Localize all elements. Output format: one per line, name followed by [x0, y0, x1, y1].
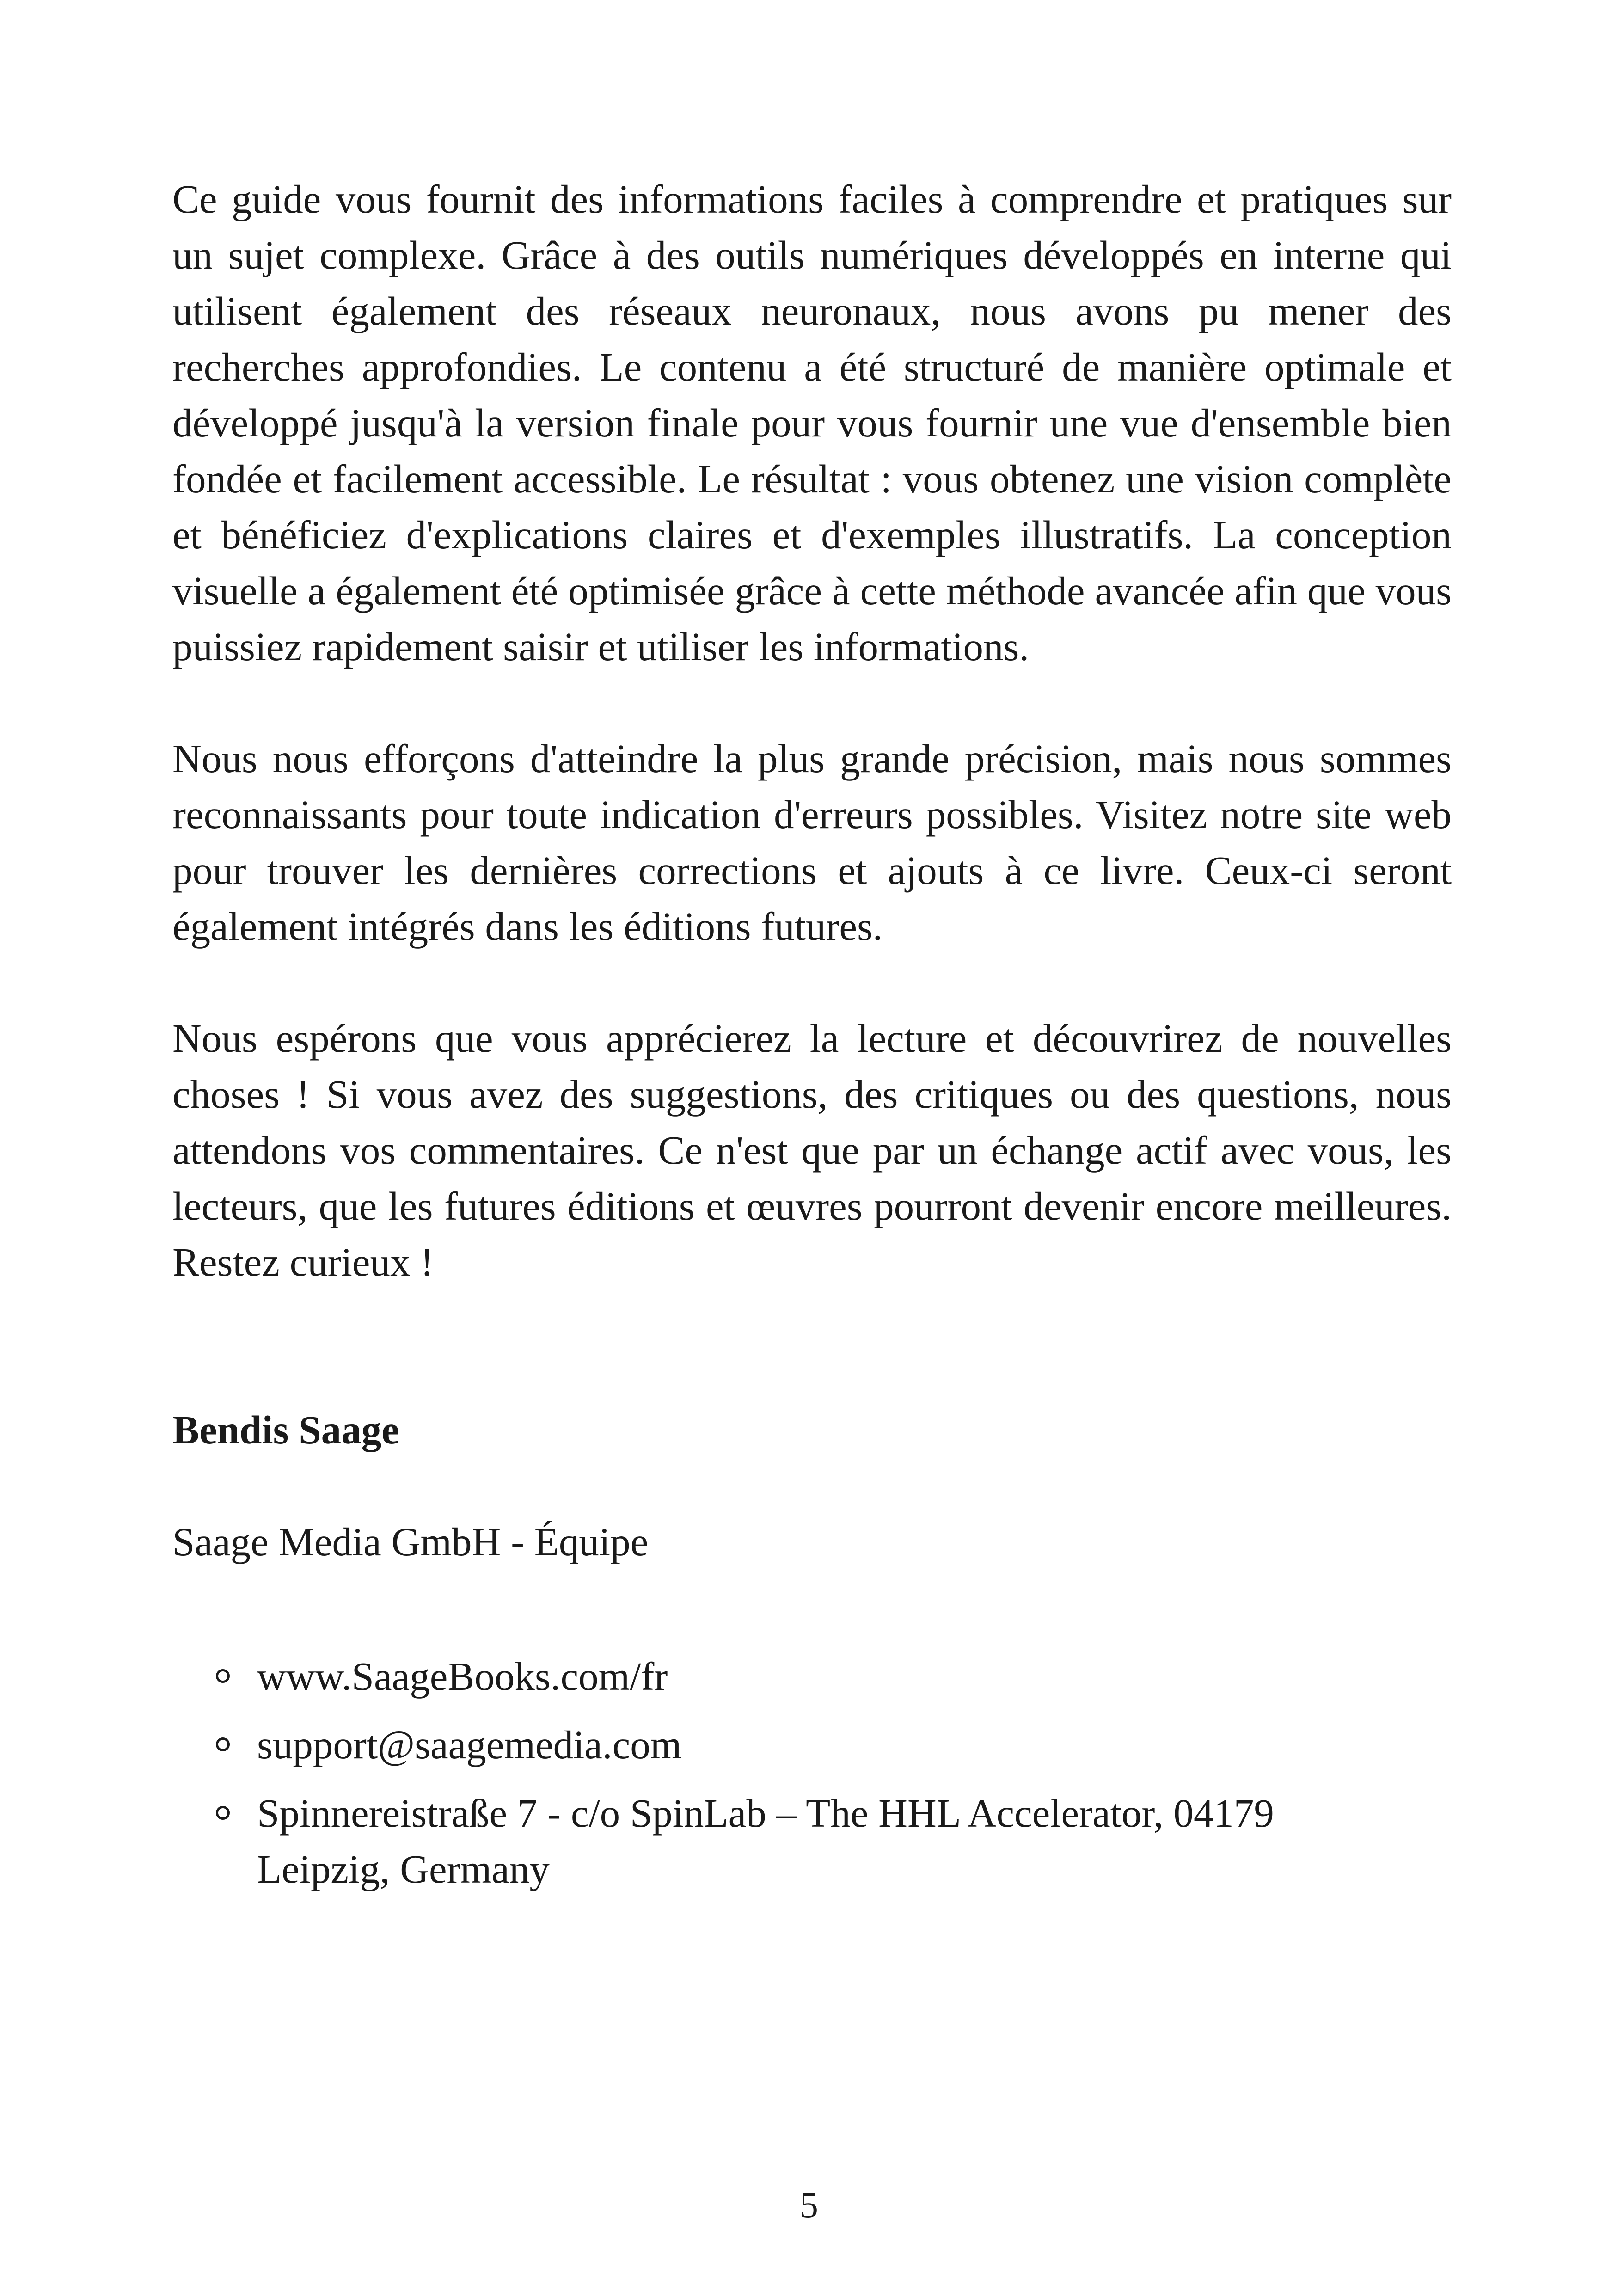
author-name: Bendis Saage — [172, 1407, 399, 1452]
intro-paragraph: Ce guide vous fournit des informations faciles à comprendre et pratiques sur un sujet complexe. Grâce à des outils numériques développés en interne qui utilisent également des réseaux neuronaux, nous avons pu mener des recherches approfondies. Le contenu a été structuré de manière optimale et développé jusqu'à la version finale pour vous fournir une vue d'ensemble bien fondée et facilement accessible. Le résultat : vous obtenez une vision complète et bénéficiez d'explications claires et d'exemples illustratifs. La conception visuelle a également été optimisée grâce à cette méthode avancée afin que vous puissiez rapidement saisir et utiliser les informations. — [172, 177, 1452, 669]
address-line-2: Leipzig, Germany — [257, 1847, 550, 1891]
website-link[interactable]: www.SaageBooks.com/fr — [257, 1654, 668, 1699]
contact-item-website — [172, 1648, 1452, 1704]
email-link[interactable]: support@saagemedia.com — [257, 1722, 682, 1767]
feedback-paragraph: Nous espérons que vous apprécierez la lecture et découvrirez de nouvelles choses ! Si vous avez des suggestions, des critiques ou des questions, nous attendons vos commentaires. Ce n'est que par un échange actif avec vous, les lecteurs, que les futures éditions et œuvres pourront devenir encore meilleures. Restez curieux ! — [172, 1016, 1452, 1284]
contact-list — [172, 1648, 1452, 1897]
address-line-1: Spinnereistraße 7 - c/o SpinLab – The HHL Accelerator, 04179 — [257, 1791, 1274, 1836]
page-number: 5 — [800, 2185, 818, 2226]
circle-bullet-icon — [216, 1806, 230, 1820]
team-name: Saage Media GmbH - Équipe — [172, 1519, 649, 1564]
page-content — [172, 171, 1452, 1909]
contact-item-address — [172, 1785, 1452, 1897]
contact-item-email — [172, 1717, 1452, 1773]
circle-bullet-icon — [216, 1737, 230, 1751]
accuracy-paragraph: Nous nous efforçons d'atteindre la plus grande précision, mais nous sommes reconnaissants pour toute indication d'erreurs possibles. Visitez notre site web pour trouver les dernières corrections et ajouts à ce livre. Ceux-ci seront également intégrés dans les éditions futures. — [172, 736, 1452, 949]
circle-bullet-icon — [216, 1669, 230, 1683]
